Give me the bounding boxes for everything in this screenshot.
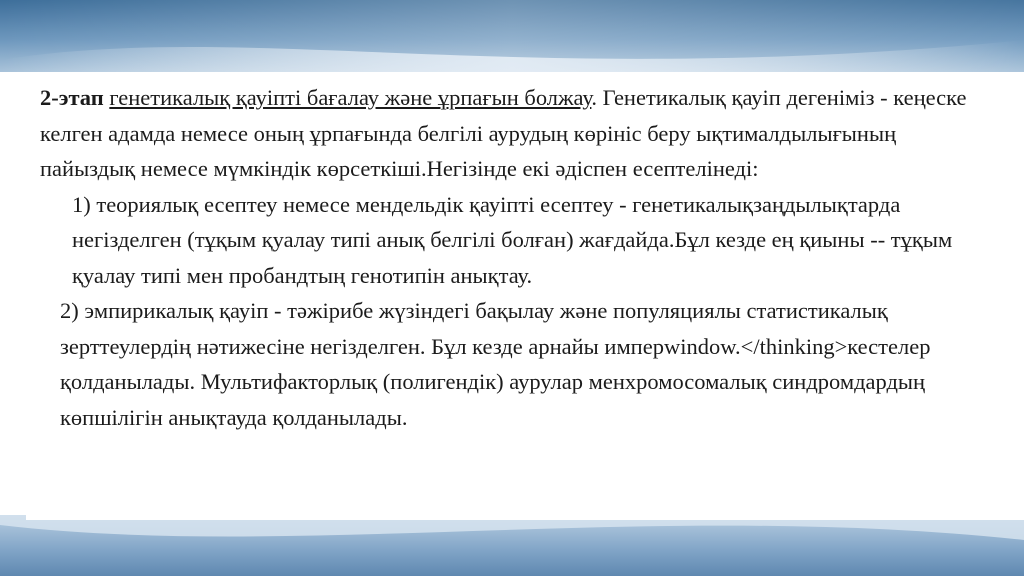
intro-paragraph: [40, 80, 975, 187]
slide-body: [40, 80, 975, 435]
bottom-band: [0, 515, 1024, 576]
method-2-paragraph: [40, 293, 975, 435]
stage-title: генетикалық қауіпті бағалау және ұрпағын болжау: [109, 85, 592, 110]
top-band: [0, 0, 1024, 72]
method-2-text: 2) эмпирикалық қауіп - тәжірибе жүзіндегі бақылау және популяциялы статистикалық зерттеулердің нәтижесіне негізделген. Бұл кезде арнайы имперwindow.</thinking>кестелер қолданылады. Мультифакторлық (полигендік) аурулар менхромосомалық синдромдардың көпшілігін анықтауда қолданылады.: [60, 298, 931, 430]
method-1-text: 1) теориялық есептеу немесе мендельдік қауіпті есептеу - генетикалықзаңдылықтарда негізделген (тұқым қуалау типі анық белгілі болған) жағдайда.Бұл кезде ең қиыны -- тұқым қуалау типі мен пробандтың генотипін анықтау.: [72, 191, 953, 288]
intro-text: . Генетикалық қауіп дегеніміз - кеңеске келген адамда немесе оның ұрпағында белгілі аурудың көрініс беру ықтималдылығының пайыздық немесе мүмкіндік көрсеткіші.Негізінде екі әдіспен есептелінеді:: [40, 85, 967, 181]
method-1-paragraph: [40, 187, 975, 294]
stage-label: 2-этап: [40, 85, 104, 110]
